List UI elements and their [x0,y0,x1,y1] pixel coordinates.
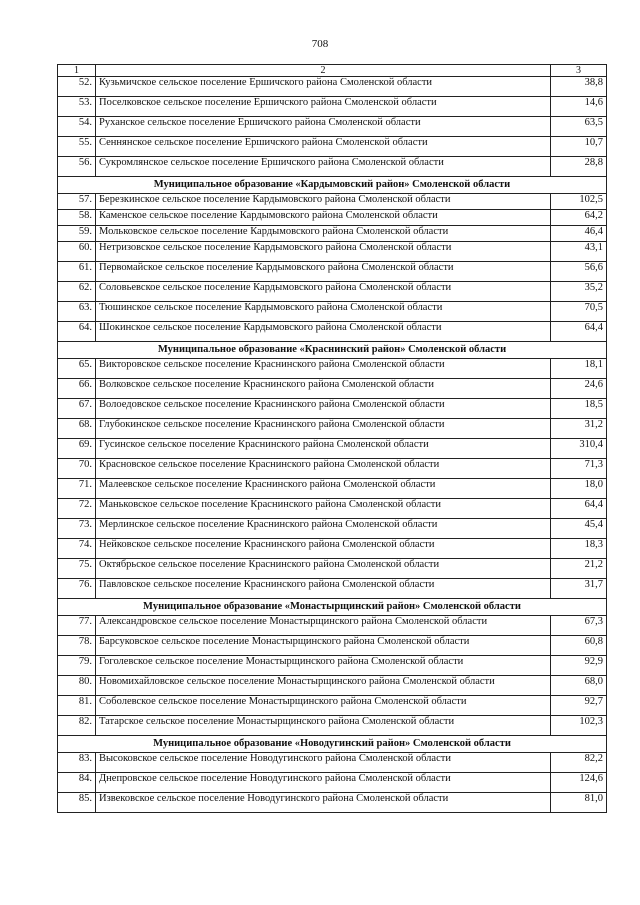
row-value: 10,7 [551,137,607,157]
row-number: 54. [58,117,96,137]
settlement-name: Шокинское сельское поселение Кардымовского района Смоленской области [96,322,551,342]
section-heading-row [58,177,607,194]
settlement-name: Первомайское сельское поселение Кардымовского района Смоленской области [96,262,551,282]
row-value: 310,4 [551,439,607,459]
row-number: 81. [58,696,96,716]
settlement-name: Волоедовское сельское поселение Краснинского района Смоленской области [96,399,551,419]
row-number: 78. [58,636,96,656]
table-row [58,226,607,242]
row-number: 62. [58,282,96,302]
table-row [58,636,607,656]
table-row [58,519,607,539]
row-number: 72. [58,499,96,519]
table-row [58,194,607,210]
page-number: 708 [311,38,329,50]
table-row [58,439,607,459]
settlement-name: Павловское сельское поселение Краснинского района Смоленской области [96,579,551,599]
table-body [58,65,607,813]
table-row [58,459,607,479]
row-value: 21,2 [551,559,607,579]
settlement-name: Высоковское сельское поселение Новодугинского района Смоленской области [96,753,551,773]
settlement-name: Днепровское сельское поселение Новодугинского района Смоленской области [96,773,551,793]
table-row [58,499,607,519]
settlement-name: Нейковское сельское поселение Краснинского района Смоленской области [96,539,551,559]
row-value: 45,4 [551,519,607,539]
row-value: 124,6 [551,773,607,793]
row-value: 28,8 [551,157,607,177]
table-row [58,479,607,499]
row-number: 64. [58,322,96,342]
settlement-name: Кузьмичское сельское поселение Ершичского района Смоленской области [96,77,551,97]
settlement-name: Сукромлянское сельское поселение Ершичского района Смоленской области [96,157,551,177]
row-value: 102,3 [551,716,607,736]
settlement-name: Волковское сельское поселение Краснинского района Смоленской области [96,379,551,399]
row-number: 57. [58,194,96,210]
row-number: 65. [58,359,96,379]
settlement-name: Глубокинское сельское поселение Краснинского района Смоленской области [96,419,551,439]
row-value: 82,2 [551,753,607,773]
table-row [58,773,607,793]
table-row [58,359,607,379]
allocation-table [57,64,607,813]
settlement-name: Соболевское сельское поселение Монастырщинского района Смоленской области [96,696,551,716]
table-header-row [58,65,607,77]
table-row [58,419,607,439]
settlement-name: Малеевское сельское поселение Краснинского района Смоленской области [96,479,551,499]
row-number: 85. [58,793,96,813]
column-header-1: 1 [58,65,96,77]
section-heading: Муниципальное образование «Новодугинский район» Смоленской области [58,736,607,753]
row-value: 71,3 [551,459,607,479]
row-number: 58. [58,210,96,226]
row-value: 46,4 [551,226,607,242]
table-row [58,399,607,419]
table-row [58,137,607,157]
row-number: 79. [58,656,96,676]
settlement-name: Соловьевское сельское поселение Кардымовского района Смоленской области [96,282,551,302]
settlement-name: Мерлинское сельское поселение Краснинского района Смоленской области [96,519,551,539]
table-row [58,579,607,599]
settlement-name: Нетризовское сельское поселение Кардымовского района Смоленской области [96,242,551,262]
settlement-name: Гоголевское сельское поселение Монастырщинского района Смоленской области [96,656,551,676]
row-number: 59. [58,226,96,242]
row-value: 92,9 [551,656,607,676]
table-row [58,262,607,282]
table-row [58,379,607,399]
row-value: 64,4 [551,499,607,519]
row-value: 63,5 [551,117,607,137]
column-header-3: 3 [551,65,607,77]
row-number: 52. [58,77,96,97]
column-header-2: 2 [96,65,551,77]
row-number: 67. [58,399,96,419]
row-number: 68. [58,419,96,439]
row-value: 56,6 [551,262,607,282]
row-value: 102,5 [551,194,607,210]
section-heading: Муниципальное образование «Монастырщинский район» Смоленской области [58,599,607,616]
row-number: 55. [58,137,96,157]
table-row [58,716,607,736]
row-number: 61. [58,262,96,282]
row-number: 69. [58,439,96,459]
row-value: 35,2 [551,282,607,302]
row-value: 70,5 [551,302,607,322]
section-heading: Муниципальное образование «Кардымовский район» Смоленской области [58,177,607,194]
row-value: 18,1 [551,359,607,379]
row-value: 67,3 [551,616,607,636]
table-row [58,157,607,177]
row-value: 38,8 [551,77,607,97]
section-heading-row [58,736,607,753]
row-number: 53. [58,97,96,117]
row-value: 18,3 [551,539,607,559]
table-row [58,656,607,676]
row-value: 60,8 [551,636,607,656]
table-row [58,559,607,579]
settlement-name: Октябрьское сельское поселение Краснинского района Смоленской области [96,559,551,579]
row-number: 84. [58,773,96,793]
row-number: 77. [58,616,96,636]
table-row [58,77,607,97]
row-number: 82. [58,716,96,736]
settlement-name: Красновское сельское поселение Краснинского района Смоленской области [96,459,551,479]
row-value: 31,7 [551,579,607,599]
row-value: 43,1 [551,242,607,262]
table-row [58,97,607,117]
row-value: 81,0 [551,793,607,813]
table-row [58,282,607,302]
table-row [58,696,607,716]
settlement-name: Татарское сельское поселение Монастырщинского района Смоленской области [96,716,551,736]
settlement-name: Гусинское сельское поселение Краснинского района Смоленской области [96,439,551,459]
table-row [58,242,607,262]
settlement-name: Руханское сельское поселение Ершичского района Смоленской области [96,117,551,137]
row-value: 64,4 [551,322,607,342]
settlement-name: Барсуковское сельское поселение Монастырщинского района Смоленской области [96,636,551,656]
table-row [58,302,607,322]
table-row [58,210,607,226]
row-number: 63. [58,302,96,322]
row-value: 92,7 [551,696,607,716]
settlement-name: Тюшинское сельское поселение Кардымовского района Смоленской области [96,302,551,322]
row-number: 66. [58,379,96,399]
settlement-name: Викторовское сельское поселение Краснинского района Смоленской области [96,359,551,379]
settlement-name: Каменское сельское поселение Кардымовского района Смоленской области [96,210,551,226]
settlement-name: Сеннянское сельское поселение Ершичского района Смоленской области [96,137,551,157]
row-value: 14,6 [551,97,607,117]
row-number: 60. [58,242,96,262]
row-value: 31,2 [551,419,607,439]
table-row [58,676,607,696]
table-row [58,539,607,559]
section-heading: Муниципальное образование «Краснинский район» Смоленской области [58,342,607,359]
settlement-name: Мольковское сельское поселение Кардымовского района Смоленской области [96,226,551,242]
settlement-name: Извековское сельское поселение Новодугинского района Смоленской области [96,793,551,813]
row-number: 70. [58,459,96,479]
settlement-name: Березкинское сельское поселение Кардымовского района Смоленской области [96,194,551,210]
row-number: 80. [58,676,96,696]
row-value: 18,5 [551,399,607,419]
row-value: 68,0 [551,676,607,696]
section-heading-row [58,342,607,359]
settlement-name: Новомихайловское сельское поселение Монастырщинского района Смоленской области [96,676,551,696]
table-row [58,616,607,636]
row-number: 76. [58,579,96,599]
row-number: 83. [58,753,96,773]
table-row [58,793,607,813]
row-value: 24,6 [551,379,607,399]
table-row [58,117,607,137]
row-number: 75. [58,559,96,579]
row-number: 56. [58,157,96,177]
section-heading-row [58,599,607,616]
row-value: 64,2 [551,210,607,226]
settlement-name: Александровское сельское поселение Монастырщинского района Смоленской области [96,616,551,636]
settlement-name: Маньковское сельское поселение Краснинского района Смоленской области [96,499,551,519]
settlement-name: Поселковское сельское поселение Ершичского района Смоленской области [96,97,551,117]
table-row [58,753,607,773]
row-number: 71. [58,479,96,499]
table-row [58,322,607,342]
row-number: 74. [58,539,96,559]
row-value: 18,0 [551,479,607,499]
row-number: 73. [58,519,96,539]
